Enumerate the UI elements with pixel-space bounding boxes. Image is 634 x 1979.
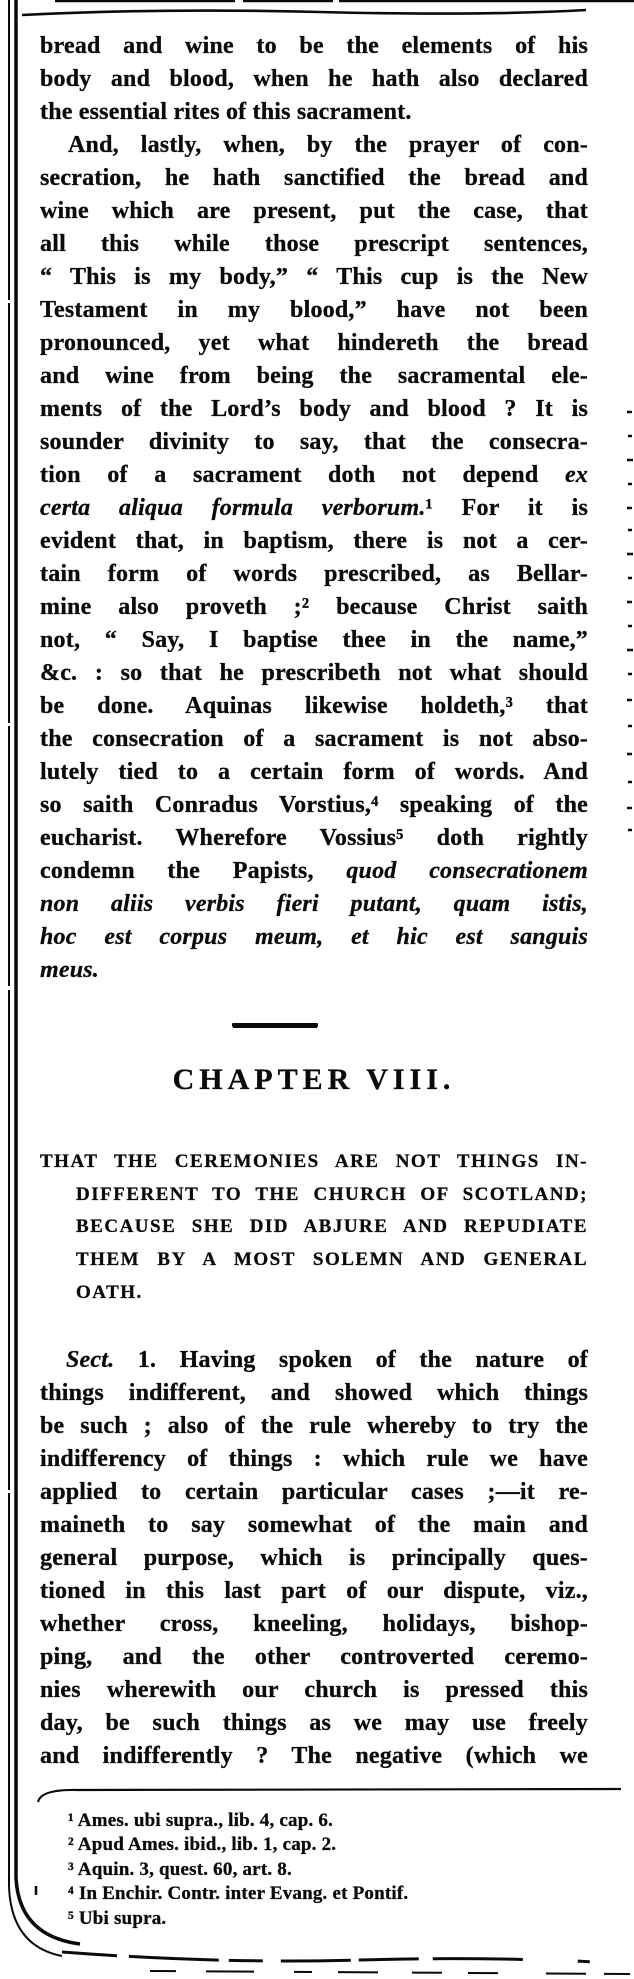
text-line: mine also proveth ;² because Christ saith — [40, 594, 588, 620]
chapter-title: CHAPTER VIII. — [172, 1063, 456, 1096]
text-line: ping, and the other controverted ceremo- — [40, 1643, 588, 1670]
text-line: Testament in my blood,” have not been — [40, 297, 588, 323]
text-line: not, “ Say, I baptise thee in the name,” — [40, 627, 588, 653]
text-line: pronounced, yet what hindereth the bread — [40, 330, 588, 356]
text-line: general purpose, which is principally ques- — [40, 1544, 588, 1571]
text-line: maineth to say somewhat of the main and — [40, 1511, 588, 1538]
text-line: OATH. — [76, 1281, 143, 1303]
section-1-paragraph — [40, 1344, 588, 1773]
text-line: whether cross, kneeling, holidays, bishop- — [40, 1610, 588, 1637]
text-line: tion of a sacrament doth not depend ex — [40, 462, 588, 488]
text-line: lutely tied to a certain form of words. And — [40, 759, 588, 785]
text-line: Sect. 1. Having spoken of the nature of — [66, 1346, 588, 1373]
text-line: THEM BY A MOST SOLEMN AND GENERAL — [76, 1249, 588, 1271]
text-line: nies wherewith our church is pressed this — [40, 1676, 588, 1703]
text-line: “ This is my body,” “ This cup is the New — [40, 264, 588, 290]
text-line: DIFFERENT TO THE CHURCH OF SCOTLAND; — [76, 1183, 588, 1205]
footnotes-block — [40, 1809, 588, 1932]
text-line: wine which are present, put the case, that — [40, 198, 588, 224]
text-line: meus. — [40, 957, 100, 983]
text-line: ³ Aquin. 3, quest. 60, art. 8. — [68, 1858, 292, 1880]
text-line: sounder divinity to say, that the consecra- — [40, 429, 588, 455]
section-divider-rule — [232, 1023, 318, 1027]
text-line: indifferency of things : which rule we have — [40, 1445, 588, 1472]
bottom-edge-dashes-lower — [150, 1971, 634, 1974]
text-line: and indifferently ? The negative (which we — [40, 1742, 588, 1769]
paragraph-continuation — [40, 30, 588, 129]
text-line: so saith Conradus Vorstius,⁴ speaking of the — [40, 792, 588, 818]
text-line: THAT THE CEREMONIES ARE NOT THINGS IN- — [40, 1151, 588, 1172]
text-line: evident that, in baptism, there is not a cer- — [40, 528, 588, 554]
text-line: things indifferent, and showed which things — [40, 1379, 588, 1406]
text-line: be done. Aquinas likewise holdeth,³ that — [40, 693, 588, 719]
paragraph-consecration — [40, 129, 588, 987]
text-line: ⁴ In Enchir. Contr. inter Evang. et Pontif. — [68, 1883, 409, 1905]
text-line: condemn the Papists, quod consecrationem — [40, 858, 588, 884]
text-line: certa aliqua formula verborum.¹ For it is — [40, 495, 588, 521]
bottom-edge-dashes-upper — [62, 1952, 634, 1964]
text-line: ments of the Lord’s body and blood ? It is — [40, 396, 588, 422]
text-line: applied to certain particular cases ;—it re- — [40, 1478, 588, 1505]
text-line: be such ; also of the rule whereby to try the — [40, 1412, 588, 1439]
text-line: and wine from being the sacramental ele- — [40, 363, 588, 389]
text-line: secration, he hath sanctified the bread and — [40, 165, 588, 191]
text-line: body and blood, when he hath also declared — [40, 66, 588, 92]
text-line: the consecration of a sacrament is not abso- — [40, 726, 588, 752]
text-line: tioned in this last part of our dispute, viz., — [40, 1577, 588, 1604]
text-line: all this while those prescript sentences, — [40, 231, 588, 257]
chapter-argument-heading — [40, 1146, 588, 1310]
text-line: the essential rites of this sacrament. — [40, 99, 412, 125]
text-column — [40, 0, 588, 1931]
text-line: eucharist. Wherefore Vossius⁵ doth rightly — [40, 825, 588, 851]
text-line: tain form of words prescribed, as Bellar- — [40, 561, 588, 587]
text-line: ² Apud Ames. ibid., lib. 1, cap. 2. — [68, 1834, 337, 1856]
text-line: ¹ Ames. ubi supra., lib. 4, cap. 6. — [68, 1809, 334, 1831]
right-edge-marks — [627, 412, 633, 830]
text-line: hoc est corpus meum, et hic est sanguis — [40, 924, 588, 950]
text-line: bread and wine to be the elements of his — [40, 33, 588, 59]
text-line: day, be such things as we may use freely — [40, 1709, 588, 1736]
text-line: ⁵ Ubi supra. — [68, 1907, 167, 1929]
text-line: non aliis verbis fieri putant, quam istis, — [40, 891, 588, 917]
text-line: BECAUSE SHE DID ABJURE AND REPUDIATE — [76, 1216, 588, 1238]
text-line: And, lastly, when, by the prayer of con- — [68, 132, 588, 158]
text-line: &c. : so that he prescribeth not what should — [40, 660, 588, 686]
